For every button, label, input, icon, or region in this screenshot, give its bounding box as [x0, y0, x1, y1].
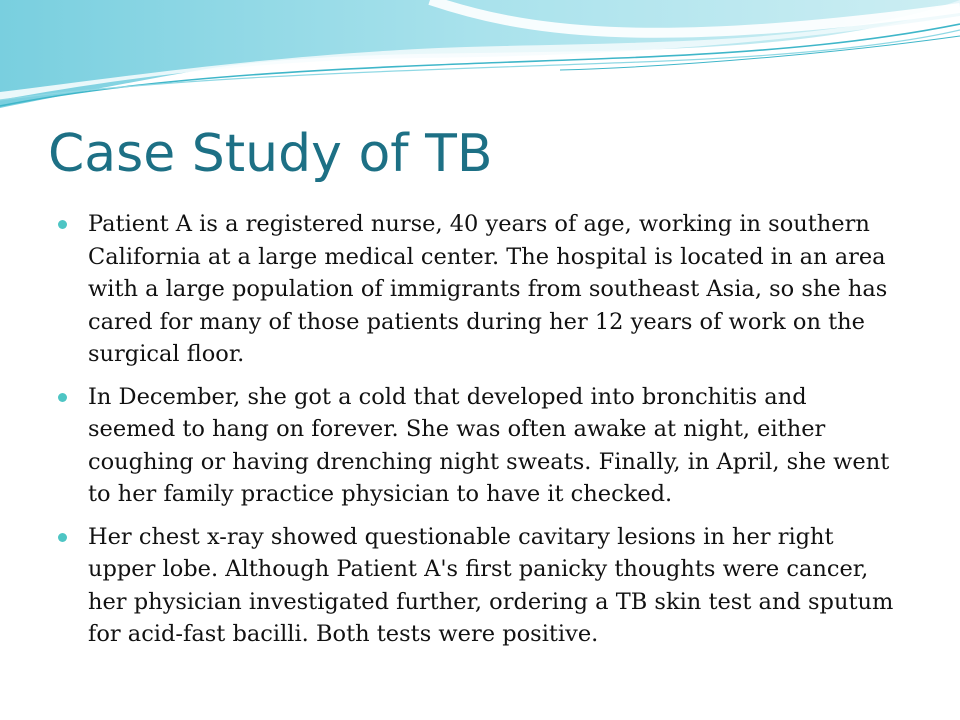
- bullet-item: [58, 381, 898, 511]
- bullet-marker-icon: [58, 533, 67, 542]
- bullet-marker-icon: [58, 220, 67, 229]
- bullet-text: In December, she got a cold that developed into bronchitis and seemed to hang on forever. She was often awake at night, either coughing or having drenching night sweats. Finally, in April, she went to her family practice physician to have it checked.: [88, 383, 890, 507]
- bullet-text: Patient A is a registered nurse, 40 years of age, working in southern California at a large medical center. The hospital is located in an area with a large population of immigrants from southeast Asia, so she has cared for many of those patients during her 12 years of work on the surgical floor.: [88, 211, 888, 367]
- bullet-list: [58, 208, 898, 661]
- bullet-marker-icon: [58, 393, 67, 402]
- bullet-item: [58, 521, 898, 651]
- bullet-item: [58, 208, 898, 371]
- slide-title: Case Study of TB: [48, 124, 493, 184]
- header-wave-decoration: [0, 0, 960, 120]
- bullet-text: Her chest x-ray showed questionable cavitary lesions in her right upper lobe. Although Patient A's first panicky thoughts were cancer, her physician investigated further, ordering a TB skin test and sputum for acid-fast bacilli. Both tests were positive.: [88, 523, 894, 647]
